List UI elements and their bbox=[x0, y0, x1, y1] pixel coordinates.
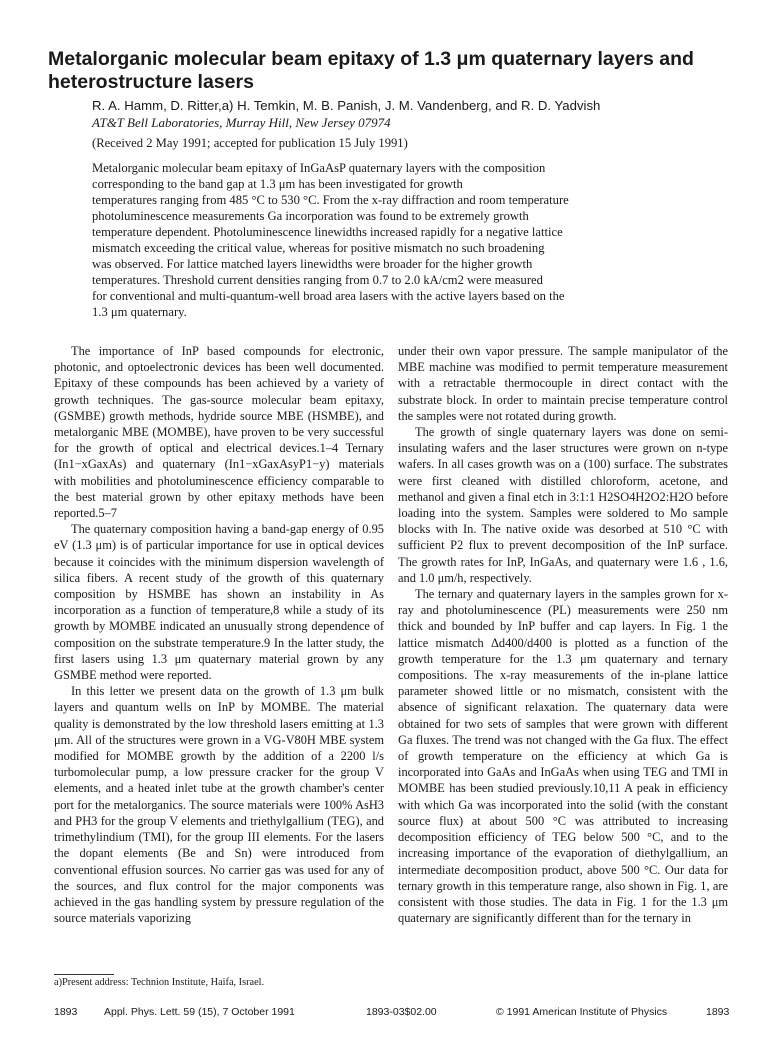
body-paragraph: The ternary and quaternary layers in the samples grown for x-ray and photoluminescence (PL) measurements were 250 nm thick and bounded by InP buffer and cap layers. In Fig. 1 the lattice mismatch Δd400/d400 is plotted as a function of the growth temperature for the 1.3 μm quaternary and ternary compositions. The x-ray measurements of the in-plane lattice parameter showed little or no mismatch, consistent with the absence of significant relaxation. The quaternary data were obtained for two sets of samples that were grown with different Ga fluxes. The trend was not changed with the Ga flux. The effect of growth temperature on the efficiency at which Ga is incorporated into GaAs and InGaAs when using TEG and TMI in MOMBE has been studied previously.10,11 A peak in efficiency with which Ga was incorporated into the solid (with the constant source flux) at about 500 °C was attributed to increasing decomposition efficiency of TEG below 500 °C, and to the increasing importance of the evaporation of diethylgallium, an intermediate decomposition product, above 500 °C. Our data for ternary growth in this temperature range, also shown in Fig. 1, are consistent with those studies. The data in Fig. 1 for the 1.3 μm quaternary are significantly different than for the ternary in bbox=[398, 587, 728, 926]
footer-code: 1893-03$02.00 bbox=[366, 1006, 437, 1018]
body-paragraph: In this letter we present data on the growth of 1.3 μm bulk layers and quantum wells on InP by MOMBE. The material quality is demonstrated by the low threshold lasers emitting at 1.3 μm. All of the structures were grown in a VG-V80H MBE system modified for MOMBE growth by the addition of a 2200 l/s turbomolecular pump, a low pressure cracker for the group V elements, and a heated inlet tube at the growth chamber's center port for the metalorganics. The source materials were 100% AsH3 and PH3 for the group V elements and triethylgallium (TEG), and trimethylindium (TMI), for the group III elements. For the lasers the dopant elements (Be and Sn) were introduced from conventional effusion sources. No carrier gas was used for any of the sources, and flux control for the major components was achieved in the gas handling system by pressure regulation of the source materials vaporizing bbox=[54, 684, 384, 926]
affiliation: AT&T Bell Laboratories, Murray Hill, New Jersey 07974 bbox=[92, 115, 391, 130]
abstract bbox=[92, 160, 652, 320]
body-column-right bbox=[398, 343, 728, 926]
paper-title: Metalorganic molecular beam epitaxy of 1.3 μm quaternary layers and heterostructure lasers bbox=[48, 48, 694, 93]
footer-copyright: © 1991 American Institute of Physics bbox=[496, 1006, 668, 1018]
body-paragraph: under their own vapor pressure. The sample manipulator of the MBE machine was modified to permit temperature measurement with a retractable thermocouple in direct contact with the substrate block. In order to maintain precise temperature control the samples were not rotated during growth. bbox=[398, 344, 728, 423]
footnote-divider bbox=[54, 974, 114, 975]
footer-page-number-left: 1893 bbox=[54, 1006, 78, 1018]
abstract-line: temperature dependent. Photoluminescence linewidths increased rapidly for a negative lattice bbox=[92, 225, 563, 239]
body-column-left bbox=[54, 343, 384, 926]
footnote: a)Present address: Technion Institute, Haifa, Israel. bbox=[54, 977, 265, 988]
abstract-line: for conventional and multi-quantum-well broad area lasers with the active layers based on the bbox=[92, 289, 565, 303]
abstract-line: 1.3 μm quaternary. bbox=[92, 305, 187, 319]
body-paragraph: The growth of single quaternary layers was done on semi-insulating wafers and the laser structures were grown on n-type wafers. In all cases growth was on a (100) surface. The substrates were first cleaned with distilled chloroform, acetone, and methanol and given a final etch in 3:1:1 H2SO4H2O2:H2O before loading into the system. Samples were soldered to Mo sample blocks with In. The native oxide was desorbed at 510 °C with sufficient P2 flux to prevent decomposition of the InP surface. The growth rates for InP, InGaAs, and quaternary were 1.6 , 1.6, and 1.0 μm/h, respectively. bbox=[398, 425, 728, 585]
abstract-line: mismatch exceeding the critical value, whereas for positive mismatch no such broadening bbox=[92, 241, 545, 255]
footer-page-number-right: 1893 bbox=[706, 1006, 730, 1018]
abstract-line: photoluminescence measurements Ga incorporation was found to be extremely growth bbox=[92, 209, 529, 223]
body-paragraph: The importance of InP based compounds for electronic, photonic, and optoelectronic devices has been well documented. Epitaxy of these compounds has been achieved by a variety of growth techniques. The gas-source molecular beam epitaxy, (GSMBE) growth methods, hydride source MBE (HSMBE), and metalorganic MBE (MOMBE), have proven to be very successful for the growth of optical and electrical devices.1–4 Ternary (In1−xGaxAs) and quaternary (In1−xGaxAsyP1−y) materials with mobilities and photoluminescence efficiency comparable to the best material grown by other epitaxy methods have been reported.5–7 bbox=[54, 344, 384, 521]
abstract-line: corresponding to the band gap at 1.3 μm has been investigated for growth bbox=[92, 177, 463, 191]
body-paragraph: The quaternary composition having a band-gap energy of 0.95 eV (1.3 μm) is of particular importance for use in optical devices because it coincides with the minimum dispersion wavelength of silica fibers. A recent study of the growth of this quaternary composition by HSMBE has shown an instability in As incorporation as a function of temperature,8 while a study of its growth by MOMBE indicated an unusually strong dependence of composition on the substrate temperature.9 In the latter study, the first lasers using 1.3 μm quaternary material grown by any GSMBE method were reported. bbox=[54, 522, 384, 683]
footer-journal: Appl. Phys. Lett. 59 (15), 7 October 1991 bbox=[104, 1006, 295, 1018]
abstract-line: temperatures. Threshold current densities ranging from 0.7 to 2.0 kA/cm2 were measured bbox=[92, 273, 543, 287]
received-dates: (Received 2 May 1991; accepted for publication 15 July 1991) bbox=[92, 136, 408, 150]
abstract-line: temperatures ranging from 485 °C to 530 °C. From the x-ray diffraction and room temperature bbox=[92, 193, 569, 207]
abstract-line: was observed. For lattice matched layers linewidths were broader for the higher growth bbox=[92, 257, 533, 271]
abstract-line: Metalorganic molecular beam epitaxy of InGaAsP quaternary layers with the composition bbox=[92, 161, 546, 175]
author-list: R. A. Hamm, D. Ritter,a) H. Temkin, M. B. Panish, J. M. Vandenberg, and R. D. Yadvish bbox=[92, 98, 601, 113]
